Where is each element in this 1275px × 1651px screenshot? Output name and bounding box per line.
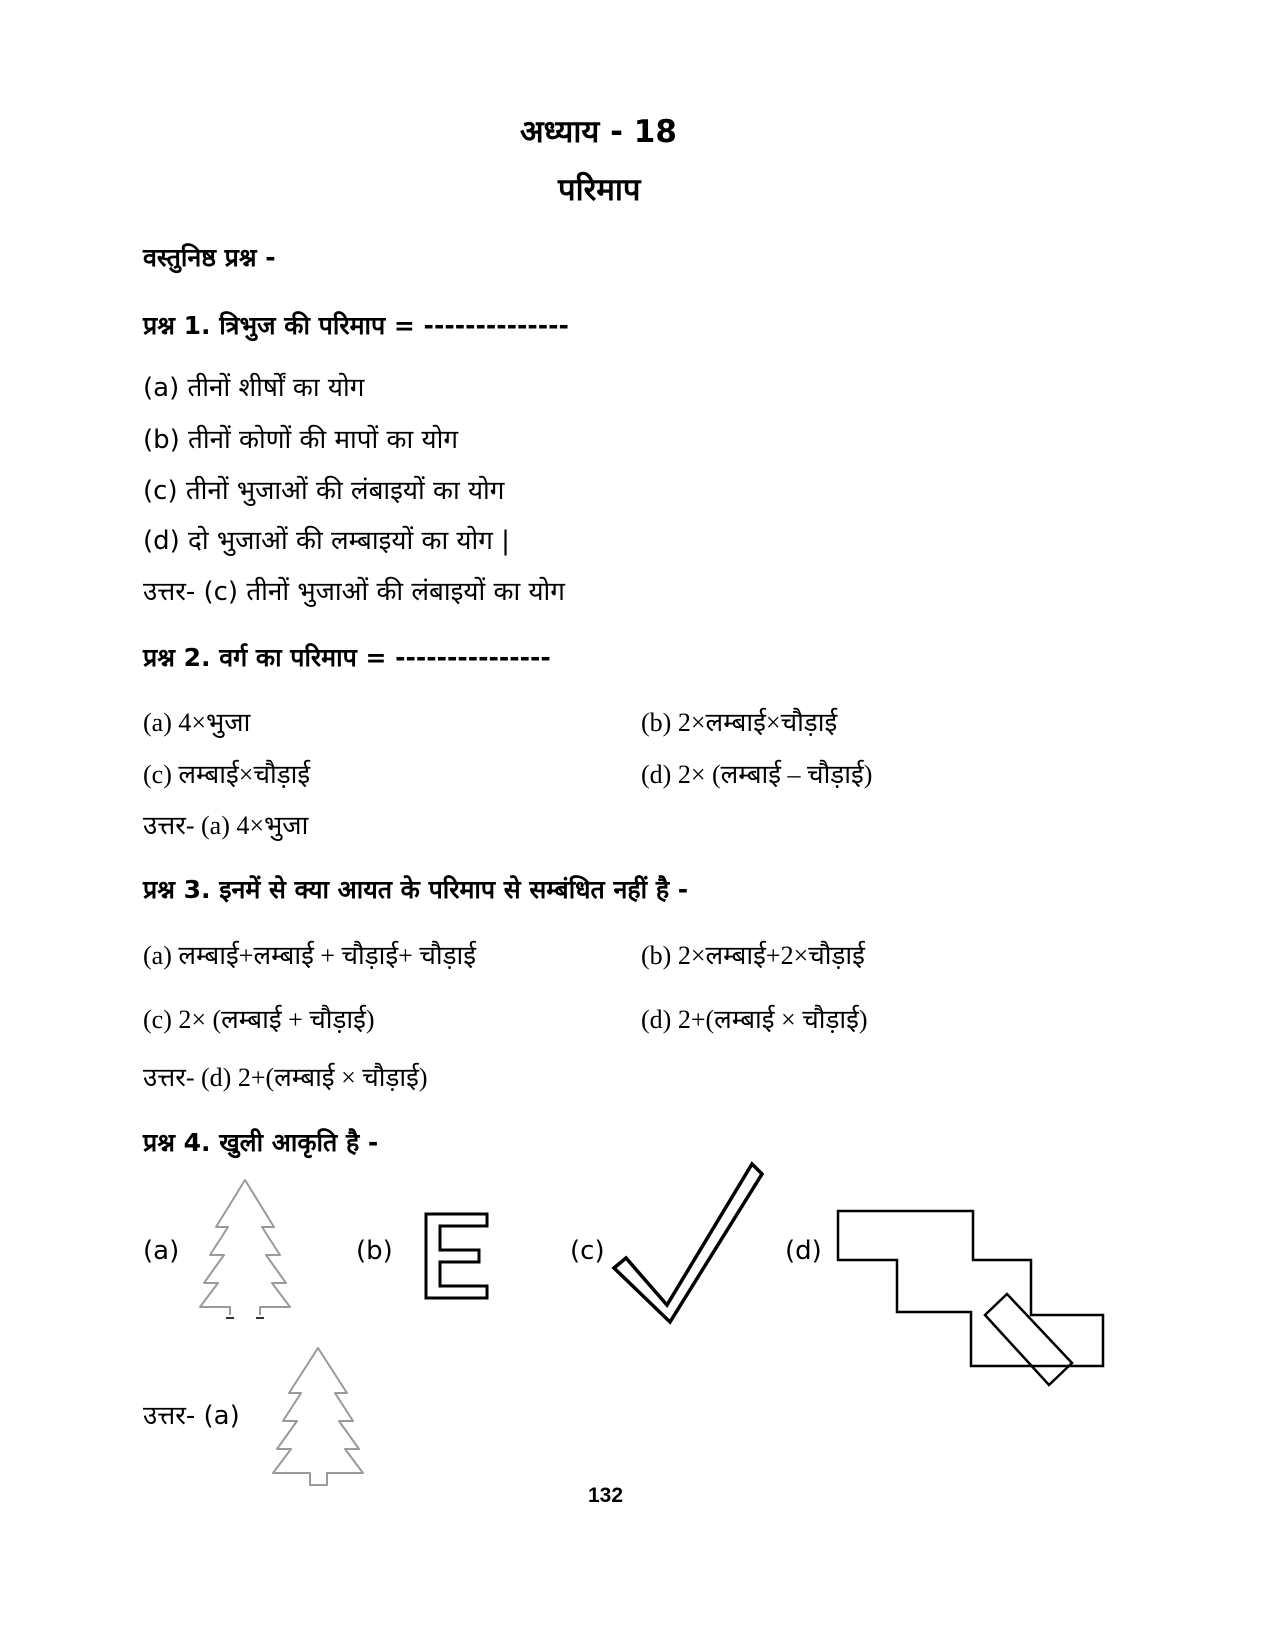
q2-option-c: (c) लम्बाई×चौड़ाई — [143, 760, 311, 789]
q2-option-d: (d) 2× (लम्बाई – चौड़ाई) — [641, 760, 873, 789]
q1-option-b: (b) तीनों कोणों की मापों का योग — [143, 425, 458, 455]
question-3: प्रश्न 3. इनमें से क्या आयत के परिमाप से सम्बंधित नहीं है - — [143, 875, 689, 904]
staircase-figure-icon — [835, 1208, 1110, 1393]
q3-option-c: (c) 2× (लम्बाई + चौड़ाई) — [143, 1005, 375, 1034]
q2-option-a: (a) 4×भुजा — [143, 708, 251, 737]
q3-answer: उत्तर- (d) 2+(लम्बाई × चौड़ाई) — [143, 1063, 428, 1092]
q1-option-d: (d) दो भुजाओं की लम्बाइयों का योग | — [143, 526, 510, 556]
checkmark-figure-icon — [612, 1160, 767, 1330]
tree-figure-icon — [190, 1175, 305, 1325]
answer-tree-figure-icon — [265, 1345, 375, 1495]
letter-e-figure-icon — [424, 1212, 490, 1300]
question-2: प्रश्न 2. वर्ग का परिमाप = --------------- — [143, 643, 551, 672]
q4-option-c-label: (c) — [570, 1236, 605, 1266]
question-1: प्रश्न 1. त्रिभुज की परिमाप = -------------- — [143, 311, 569, 340]
chapter-subtitle: परिमाप — [558, 172, 641, 208]
question-4: प्रश्न 4. खुली आकृति है - — [143, 1128, 379, 1157]
q2-option-b: (b) 2×लम्बाई×चौड़ाई — [641, 708, 838, 737]
q1-option-a: (a) तीनों शीर्षों का योग — [143, 373, 365, 403]
chapter-title: अध्याय - 18 — [520, 114, 677, 150]
q4-option-b-label: (b) — [356, 1236, 393, 1266]
q2-answer: उत्तर- (a) 4×भुजा — [143, 811, 309, 840]
q4-option-a-label: (a) — [143, 1236, 180, 1266]
q1-answer: उत्तर- (c) तीनों भुजाओं की लंबाइयों का योग — [143, 577, 565, 607]
q4-option-d-label: (d) — [785, 1236, 822, 1266]
q3-option-b: (b) 2×लम्बाई+2×चौड़ाई — [641, 941, 865, 970]
q3-option-d: (d) 2+(लम्बाई × चौड़ाई) — [641, 1005, 868, 1034]
q4-answer: उत्तर- (a) — [143, 1401, 240, 1431]
q3-option-a: (a) लम्बाई+लम्बाई + चौड़ाई+ चौड़ाई — [143, 941, 477, 970]
page-number: 132 — [588, 1484, 624, 1507]
q1-option-c: (c) तीनों भुजाओं की लंबाइयों का योग — [143, 476, 505, 506]
section-heading: वस्तुनिष्ठ प्रश्न - — [143, 243, 276, 272]
